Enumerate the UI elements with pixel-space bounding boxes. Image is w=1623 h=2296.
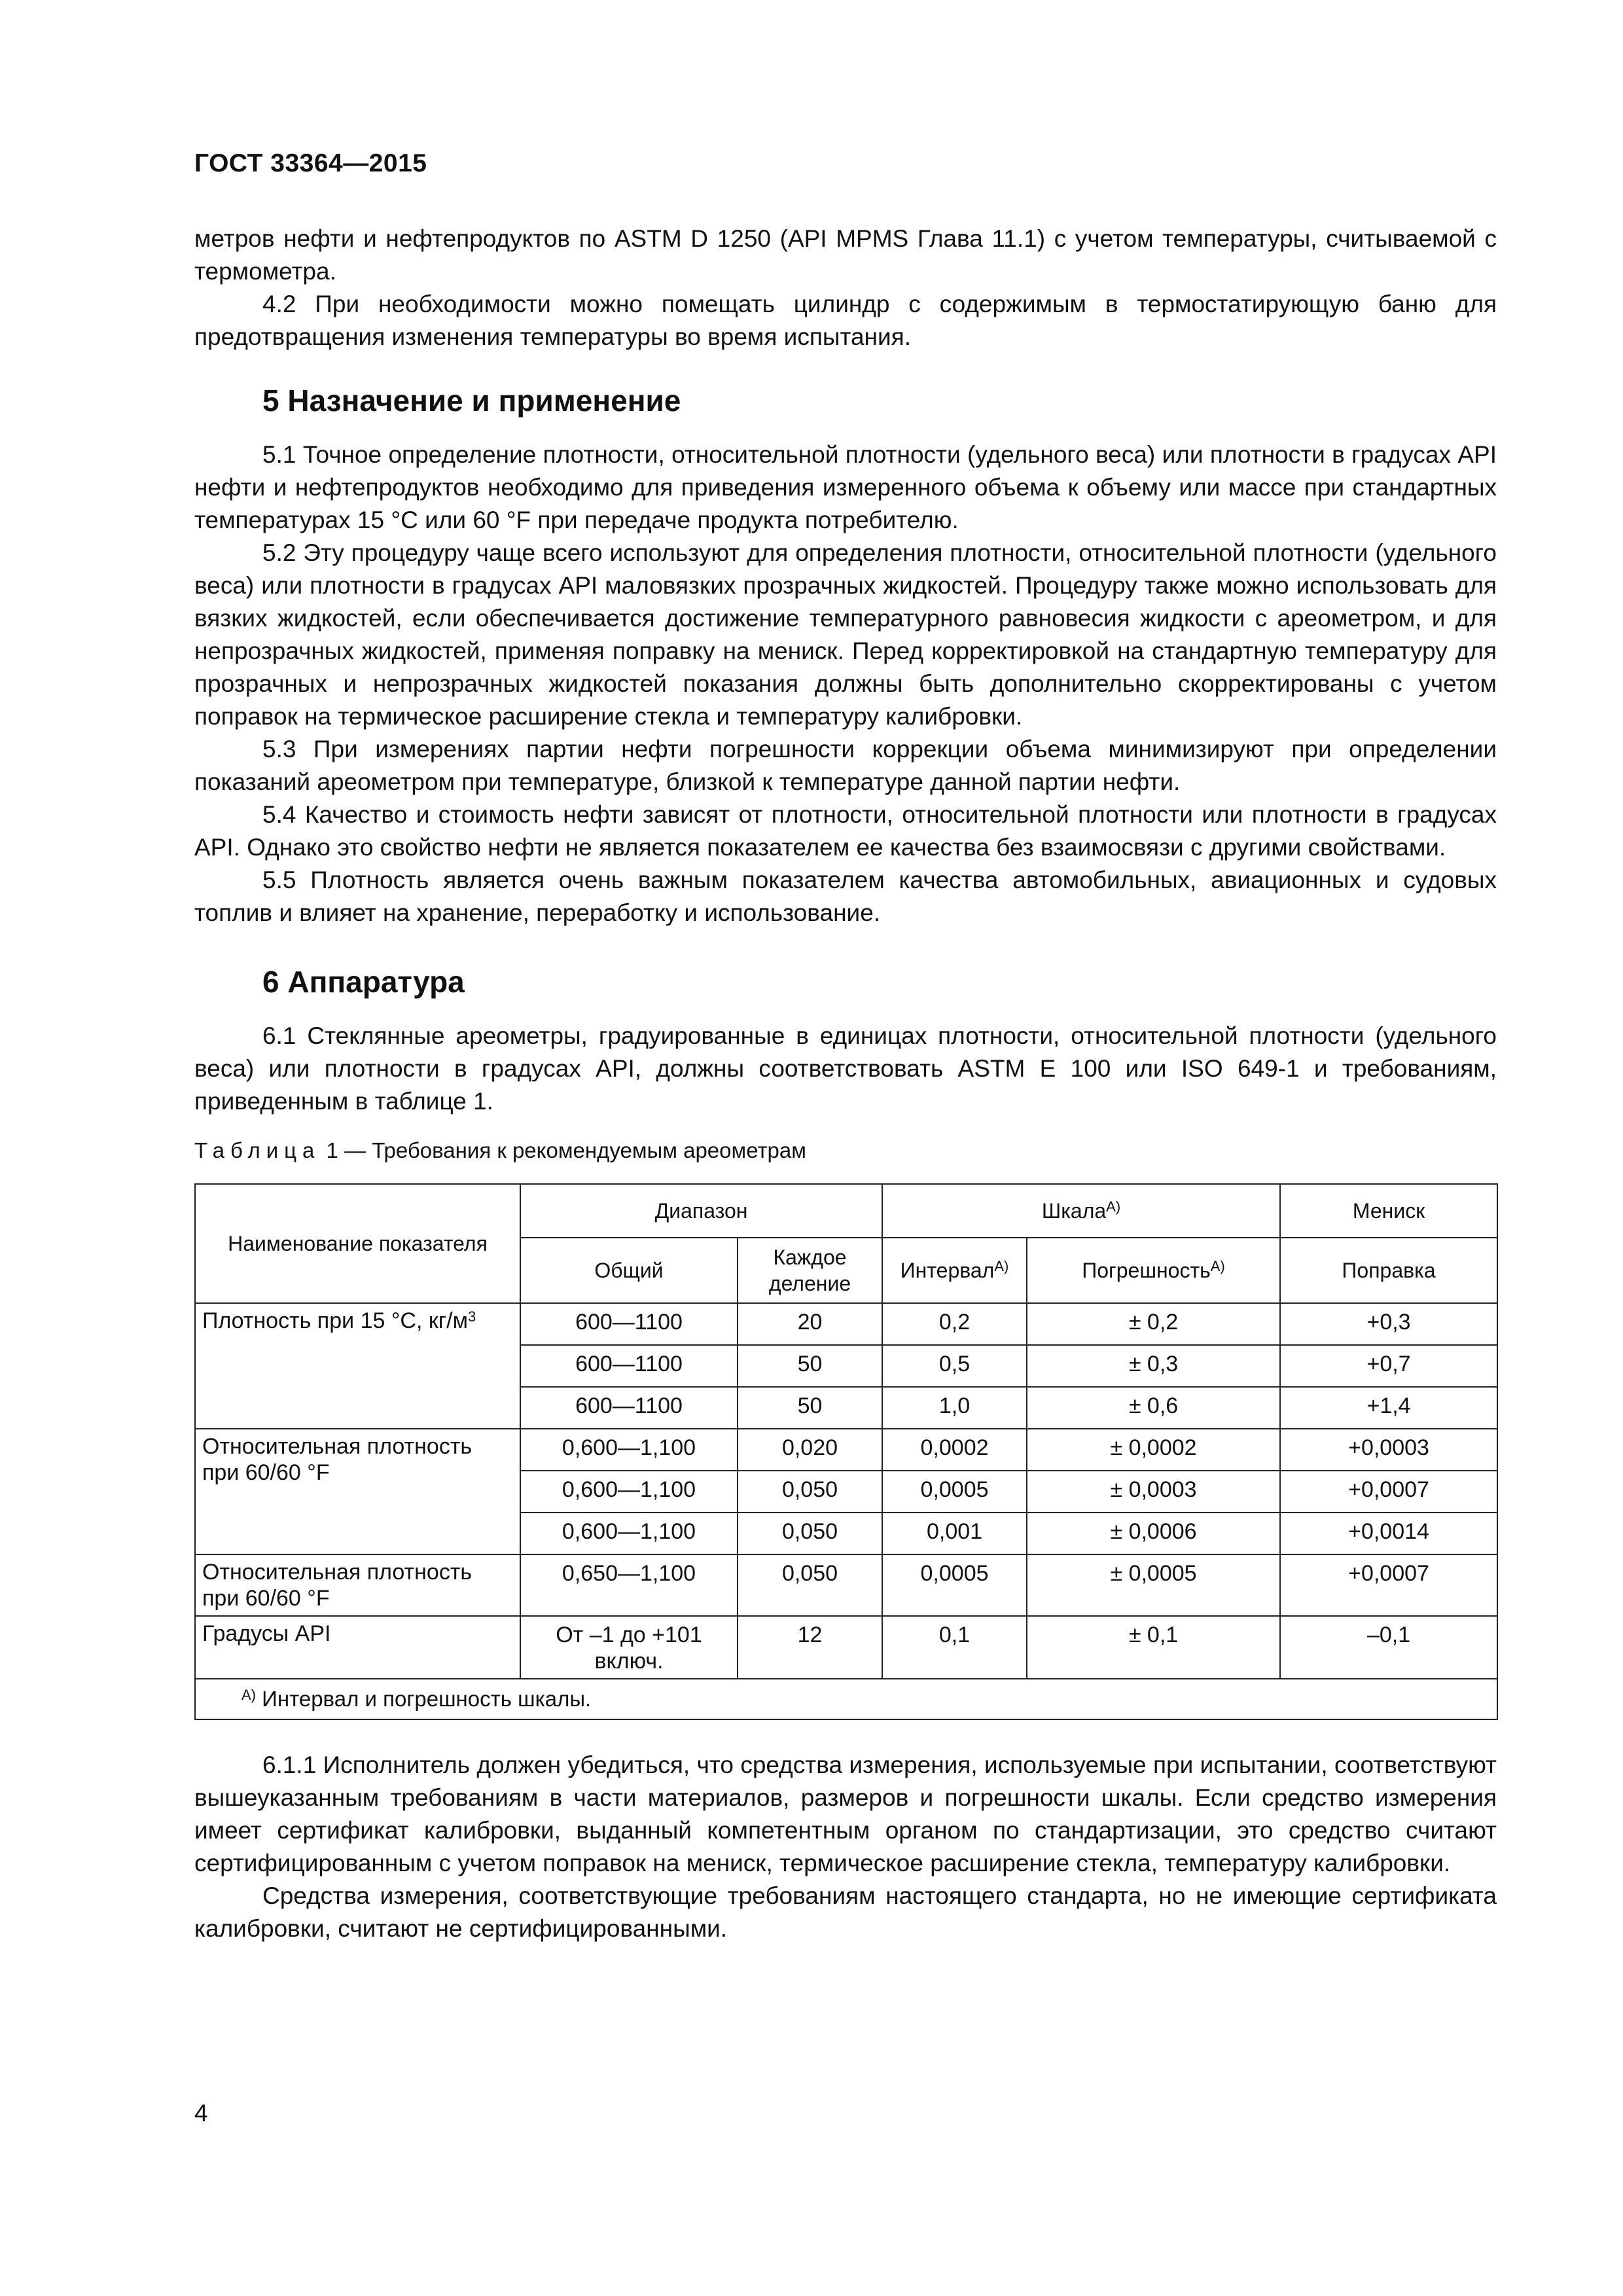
page-number: 4 bbox=[194, 2100, 208, 2126]
cell-error: ± 0,0003 bbox=[1027, 1471, 1280, 1513]
document-code: ГОСТ 33364—2015 bbox=[194, 149, 427, 177]
row-name-relative-density: Относительная плотность при 60/60 °F bbox=[195, 1429, 520, 1554]
table-caption-word: Таблица bbox=[194, 1138, 321, 1162]
header-total: Общий bbox=[520, 1238, 738, 1303]
cell-interval: 0,2 bbox=[882, 1303, 1027, 1345]
cell-each: 12 bbox=[738, 1616, 882, 1679]
cell-error: ± 0,2 bbox=[1027, 1303, 1280, 1345]
cell-each: 0,020 bbox=[738, 1429, 882, 1471]
header-interval bbox=[882, 1238, 1027, 1303]
table-header-row bbox=[195, 1184, 1497, 1238]
header-each-line1: Каждое bbox=[773, 1246, 847, 1269]
header-each-line2: деление bbox=[768, 1272, 851, 1295]
header-error bbox=[1027, 1238, 1280, 1303]
table-footnote-text: Интервал и погрешность шкалы. bbox=[256, 1687, 592, 1711]
header-interval-text: Интервал bbox=[900, 1259, 995, 1282]
cell-each: 50 bbox=[738, 1345, 882, 1387]
header-scale bbox=[882, 1184, 1280, 1238]
section-5-title: 5 Назначение и применение bbox=[262, 384, 681, 418]
document-body bbox=[194, 223, 1497, 1945]
cell-interval: 0,0005 bbox=[882, 1471, 1027, 1513]
cell-total: 600—1100 bbox=[520, 1387, 738, 1429]
cell-error: ± 0,0006 bbox=[1027, 1513, 1280, 1554]
paragraph-5-3: 5.3 При измерениях партии нефти погрешности коррекции объема минимизируют при определении показаний ареометром при температуре, близкой к температуре данной партии нефти. bbox=[194, 736, 1497, 795]
header-name: Наименование показателя bbox=[195, 1184, 520, 1303]
paragraph-5-4: 5.4 Качество и стоимость нефти зависят от плотности, относительной плотности или плотности в градусах API. Однако это свойство нефти не является показателем ее качества без взаимосвязи с другими свойствами. bbox=[194, 801, 1497, 861]
header-each-division bbox=[738, 1238, 882, 1303]
cell-interval: 0,0005 bbox=[882, 1554, 1027, 1616]
cell-total: 0,600—1,100 bbox=[520, 1471, 738, 1513]
row-name-density bbox=[195, 1303, 520, 1429]
cell-each: 0,050 bbox=[738, 1513, 882, 1554]
table-row bbox=[195, 1616, 1497, 1679]
header-correction: Поправка bbox=[1280, 1238, 1497, 1303]
cell-error: ± 0,6 bbox=[1027, 1387, 1280, 1429]
table-footnote bbox=[195, 1679, 1497, 1719]
cell-each: 0,050 bbox=[738, 1554, 882, 1616]
cell-error: ± 0,3 bbox=[1027, 1345, 1280, 1387]
table-caption bbox=[194, 1136, 1497, 1165]
table-caption-text: 1 — Требования к рекомендуемым ареометрам bbox=[320, 1138, 806, 1162]
cell-correction: +0,7 bbox=[1280, 1345, 1497, 1387]
cell-correction: +1,4 bbox=[1280, 1387, 1497, 1429]
cell-total: 0,600—1,100 bbox=[520, 1513, 738, 1554]
cell-interval: 0,001 bbox=[882, 1513, 1027, 1554]
paragraph-5-2: 5.2 Эту процедуру чаще всего используют для определения плотности, относительной плотности (удельного веса) или плотности в градусах API маловязких прозрачных жидкостей. Процедуру также можно использовать для вязких жидкостей, если обеспечивается достижение температурного равновесия жидкости с ареометром, и для непрозрачных жидкостей, применяя поправку на мениск. Перед корректировкой на стандартную температуру для прозрачных и непрозрачных жидкостей показания должны быть дополнительно скорректированы с учетом поправок на термическое расширение стекла и температуру калибровки. bbox=[194, 539, 1497, 730]
cell-correction: +0,0014 bbox=[1280, 1513, 1497, 1554]
paragraph-4-2: 4.2 При необходимости можно помещать цилиндр с содержимым в термостатирующую баню для предотвращения изменения температуры во время испытания. bbox=[194, 291, 1497, 350]
cell-total: 600—1100 bbox=[520, 1345, 738, 1387]
header-range: Диапазон bbox=[520, 1184, 882, 1238]
cell-correction: +0,0007 bbox=[1280, 1471, 1497, 1513]
cell-interval: 1,0 bbox=[882, 1387, 1027, 1429]
section-6-title: 6 Аппаратура bbox=[262, 965, 465, 999]
cell-correction: +0,3 bbox=[1280, 1303, 1497, 1345]
superscript-3: 3 bbox=[467, 1308, 476, 1325]
paragraph-5-1: 5.1 Точное определение плотности, относительной плотности (удельного веса) или плотности в градусах API нефти и нефтепродуктов необходимо для приведения измеренного объема к объему или массе при стандартных температурах 15 °С или 60 °F при передаче продукта потребителю. bbox=[194, 441, 1497, 533]
footnote-mark: А) bbox=[241, 1687, 256, 1703]
cell-correction: +0,0007 bbox=[1280, 1554, 1497, 1616]
cell-total: 600—1100 bbox=[520, 1303, 738, 1345]
cell-each: 20 bbox=[738, 1303, 882, 1345]
cell-error: ± 0,0005 bbox=[1027, 1554, 1280, 1616]
cell-each: 50 bbox=[738, 1387, 882, 1429]
footnote-mark: А) bbox=[994, 1258, 1009, 1274]
paragraph-6-1: 6.1 Стеклянные ареометры, градуированные в единицах плотности, относительной плотности (удельного веса) или плотности в градусах API, должны соответствовать ASTM E 100 или ISO 649-1 и требованиям, приведенным в таблице 1. bbox=[194, 1022, 1497, 1115]
paragraph-6-1-1: 6.1.1 Исполнитель должен убедиться, что средства измерения, используемые при испытании, соответствуют вышеуказанным требованиям в части материалов, размеров и погрешности шкалы. Если средство измерения имеет сертификат калибровки, выданный компетентным органом по стандартизации, это средство считают сертифицированным с учетом поправок на мениск, термическое расширение стекла, температуру калибровки. bbox=[194, 1751, 1497, 1876]
hydrometer-requirements-table bbox=[194, 1183, 1498, 1720]
cell-correction: –0,1 bbox=[1280, 1616, 1497, 1679]
header-error-text: Погрешность bbox=[1082, 1259, 1211, 1282]
table-footnote-row bbox=[195, 1679, 1497, 1719]
footnote-mark: А) bbox=[1106, 1198, 1121, 1215]
cell-error: ± 0,1 bbox=[1027, 1616, 1280, 1679]
header-meniscus: Мениск bbox=[1280, 1184, 1497, 1238]
cell-error: ± 0,0002 bbox=[1027, 1429, 1280, 1471]
footnote-mark: А) bbox=[1210, 1258, 1225, 1274]
cell-correction: +0,0003 bbox=[1280, 1429, 1497, 1471]
header-scale-text: Шкала bbox=[1041, 1199, 1107, 1223]
cell-interval: 0,1 bbox=[882, 1616, 1027, 1679]
cell-total: От –1 до +101 включ. bbox=[520, 1616, 738, 1679]
cell-interval: 0,5 bbox=[882, 1345, 1027, 1387]
table-row bbox=[195, 1303, 1497, 1345]
paragraph-6-1-1-cont: Средства измерения, соответствующие требованиям настоящего стандарта, но не имеющие сертификата калибровки, считают не сертифицированными. bbox=[194, 1882, 1497, 1942]
row-name-relative-density-2: Относительная плотность при 60/60 °F bbox=[195, 1554, 520, 1616]
cell-total: 0,650—1,100 bbox=[520, 1554, 738, 1616]
table-row bbox=[195, 1554, 1497, 1616]
cell-each: 0,050 bbox=[738, 1471, 882, 1513]
paragraph-5-5: 5.5 Плотность является очень важным показателем качества автомобильных, авиационных и судовых топлив и влияет на хранение, переработку и использование. bbox=[194, 867, 1497, 926]
cell-total: 0,600—1,100 bbox=[520, 1429, 738, 1471]
cell-interval: 0,0002 bbox=[882, 1429, 1027, 1471]
row-name-api-degrees: Градусы API bbox=[195, 1616, 520, 1679]
row-name-density-text: Плотность при 15 °С, кг/м bbox=[202, 1308, 468, 1333]
table-row bbox=[195, 1429, 1497, 1471]
paragraph-4-1-cont: метров нефти и нефтепродуктов по ASTM D 1250 (API MPMS Глава 11.1) с учетом температуры, считываемой с термометра. bbox=[194, 225, 1497, 285]
